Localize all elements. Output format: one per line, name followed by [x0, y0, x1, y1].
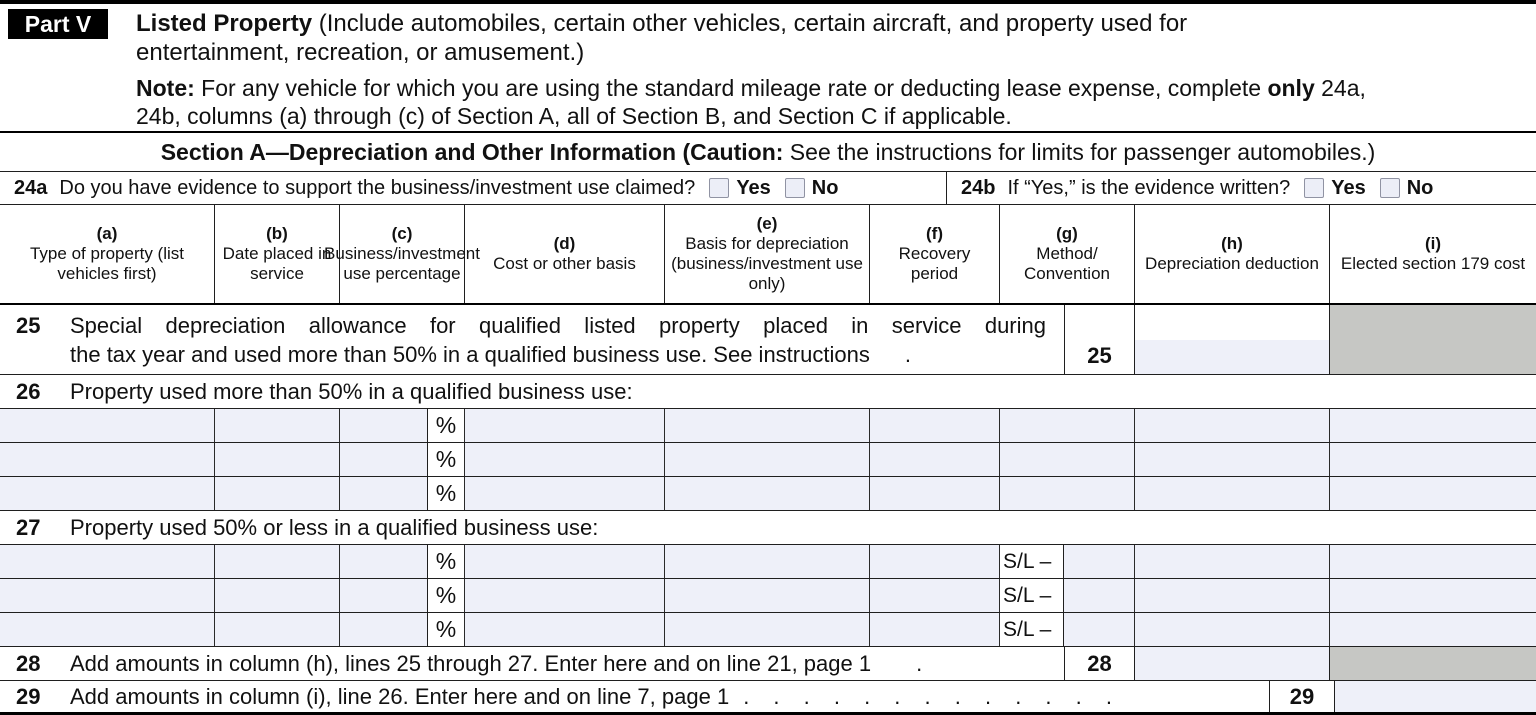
- cell-date-placed[interactable]: [215, 477, 340, 510]
- question-24a-text: Do you have evidence to support the business/investment use claimed?: [59, 176, 696, 199]
- cell-depreciation-basis[interactable]: [665, 409, 870, 442]
- line-26-label-row: [0, 375, 1536, 409]
- part-title: [136, 9, 1526, 67]
- cell-section-179-cost[interactable]: [1330, 443, 1536, 476]
- line-26-entry-row: [0, 443, 1536, 477]
- cell-recovery-period[interactable]: [870, 477, 1000, 510]
- cell-recovery-period[interactable]: [870, 443, 1000, 476]
- line-number-26: 26: [16, 378, 41, 404]
- cell-method-convention[interactable]: [1000, 443, 1135, 476]
- percent-sign: %: [427, 477, 464, 510]
- cell-cost-basis[interactable]: [465, 443, 665, 476]
- line-29-dot-leaders: . . . . . . . . . . . . .: [743, 683, 1121, 709]
- column-label-h: Depreciation deduction: [1145, 254, 1319, 273]
- line-number-25: 25: [16, 313, 41, 338]
- 24a-no-label: No: [811, 176, 839, 199]
- column-label-f: Recovery period: [898, 244, 971, 283]
- line-25-blocked-cell: [1330, 305, 1536, 374]
- cell-date-placed[interactable]: [215, 613, 340, 646]
- column-header-depreciation-basis: [665, 205, 870, 303]
- cell-depreciation-basis[interactable]: [665, 443, 870, 476]
- line-number-29: 29: [16, 683, 41, 709]
- cell-recovery-period[interactable]: [870, 545, 1000, 578]
- cell-date-placed[interactable]: [215, 409, 340, 442]
- cell-method-convention[interactable]: [1000, 613, 1135, 646]
- line-25-number-box: 25: [1065, 305, 1135, 374]
- part-title-line2: entertainment, recreation, or amusement.): [136, 39, 585, 66]
- line-25-text: [0, 305, 1065, 374]
- question-24a: [0, 172, 947, 204]
- column-letter-a: (a): [96, 224, 118, 243]
- line-27-label: Property used 50% or less in a qualified business use:: [70, 514, 599, 540]
- 24b-yes-label: Yes: [1331, 176, 1366, 199]
- cell-cost-basis[interactable]: [465, 579, 665, 612]
- line-number-28: 28: [16, 650, 41, 676]
- line-25-col-h-input[interactable]: [1135, 305, 1330, 374]
- line-27-entry-row: [0, 613, 1536, 647]
- cell-method-convention[interactable]: [1000, 545, 1135, 578]
- cell-depreciation-basis[interactable]: [665, 477, 870, 510]
- cell-method-convention[interactable]: [1000, 409, 1135, 442]
- cell-date-placed[interactable]: [215, 579, 340, 612]
- line-26-entry-row: [0, 409, 1536, 443]
- column-header-cost-basis: [465, 205, 665, 303]
- section-a-heading: [0, 133, 1536, 172]
- line-28-col-h-input[interactable]: [1135, 647, 1330, 680]
- 24b-no-label: No: [1406, 176, 1434, 199]
- column-header-row: [0, 205, 1536, 305]
- cell-section-179-cost[interactable]: [1330, 409, 1536, 442]
- sl-method-label: S/L –: [1000, 579, 1064, 612]
- note-only-bold: only: [1267, 75, 1315, 101]
- column-label-d: Cost or other basis: [493, 254, 636, 273]
- column-letter-c: (c): [391, 224, 413, 243]
- note-label: Note:: [136, 75, 195, 101]
- part-note: [136, 74, 1526, 130]
- sl-method-label: S/L –: [1000, 545, 1064, 578]
- column-letter-b: (b): [266, 224, 288, 243]
- blocked-cell: [1330, 613, 1536, 646]
- section-a-heading-rest: See the instructions for limits for passenger automobiles.): [783, 138, 1376, 165]
- cell-cost-basis[interactable]: [465, 545, 665, 578]
- cell-business-use-pct[interactable]: [340, 443, 465, 476]
- cell-depreciation-basis[interactable]: [665, 545, 870, 578]
- section-a-heading-bold: Section A—Depreciation and Other Information (Caution:: [160, 138, 784, 165]
- column-header-date-placed: [215, 205, 340, 303]
- column-label-g: Method/ Convention: [1023, 244, 1110, 283]
- percent-sign: %: [427, 613, 464, 646]
- cell-depreciation-basis[interactable]: [665, 613, 870, 646]
- percent-sign: %: [427, 409, 464, 442]
- line-28-row: [0, 647, 1536, 681]
- cell-depreciation-deduction[interactable]: [1135, 443, 1330, 476]
- line-28-dot-leader: .: [916, 650, 923, 676]
- percent-sign: %: [427, 443, 464, 476]
- line-29-text-cell: [0, 681, 1270, 712]
- line-27-entry-row: [0, 579, 1536, 613]
- column-letter-h: (h): [1221, 234, 1243, 253]
- column-letter-g: (g): [1056, 224, 1078, 243]
- 24b-no-checkbox[interactable]: [1380, 178, 1400, 198]
- 24a-no-checkbox[interactable]: [785, 178, 805, 198]
- line-25-row: [0, 305, 1536, 375]
- question-24b-text: If “Yes,” is the evidence written?: [1007, 176, 1291, 199]
- column-header-type-of-property: [0, 205, 215, 303]
- line-25-text-line1: Special depreciation allowance for qualified listed property placed in service during: [70, 313, 1046, 338]
- cell-recovery-period[interactable]: [870, 409, 1000, 442]
- line-26-entry-row: [0, 477, 1536, 511]
- part-header: [0, 4, 1536, 133]
- part-title-block: [136, 9, 1526, 131]
- column-letter-e: (e): [756, 214, 778, 233]
- line-29-text: Add amounts in column (i), line 26. Enter here and on line 7, page 1: [70, 683, 730, 709]
- column-header-recovery-period: [870, 205, 1000, 303]
- cell-type-of-property[interactable]: [0, 443, 215, 476]
- cell-business-use-pct[interactable]: [340, 477, 465, 510]
- line-28-blocked-cell: [1330, 647, 1536, 680]
- cell-date-placed[interactable]: [215, 443, 340, 476]
- cell-depreciation-basis[interactable]: [665, 579, 870, 612]
- column-label-e: Basis for depreciation (business/investment use only): [671, 234, 863, 293]
- cell-depreciation-deduction[interactable]: [1135, 545, 1330, 578]
- blocked-cell: [1330, 579, 1536, 612]
- part-title-bold: Listed Property: [136, 10, 313, 37]
- line-28-number-box: 28: [1065, 647, 1135, 680]
- column-label-a: Type of property (list vehicles first): [29, 244, 184, 283]
- note-line2: 24b, columns (a) through (c) of Section A, all of Section B, and Section C if applicable.: [136, 103, 1012, 129]
- cell-type-of-property[interactable]: [0, 613, 215, 646]
- column-letter-d: (d): [553, 234, 576, 253]
- line-27-entry-row: [0, 545, 1536, 579]
- line-26-label: Property used more than 50% in a qualified business use:: [70, 378, 633, 404]
- 24b-yes-checkbox[interactable]: [1304, 178, 1324, 198]
- cell-depreciation-deduction[interactable]: [1135, 579, 1330, 612]
- line-29-col-i-input[interactable]: [1335, 681, 1536, 712]
- percent-sign: %: [427, 579, 464, 612]
- line-25-input-field[interactable]: [1135, 340, 1329, 374]
- line-28-text-cell: [0, 647, 1065, 680]
- cell-type-of-property[interactable]: [0, 409, 215, 442]
- line-29-row: [0, 681, 1536, 712]
- column-header-depreciation-deduction: [1135, 205, 1330, 303]
- column-header-method-convention: [1000, 205, 1135, 303]
- cell-type-of-property[interactable]: [0, 545, 215, 578]
- column-label-b: Date placed in service: [222, 244, 332, 283]
- cell-business-use-pct[interactable]: [340, 579, 465, 612]
- line-29-number-box: 29: [1270, 681, 1335, 712]
- cell-depreciation-deduction[interactable]: [1135, 613, 1330, 646]
- percent-sign: %: [427, 545, 464, 578]
- column-label-i: Elected section 179 cost: [1340, 254, 1526, 273]
- blocked-cell: [1330, 545, 1536, 578]
- line-number-27: 27: [16, 514, 41, 540]
- cell-section-179-cost[interactable]: [1330, 477, 1536, 510]
- column-header-section-179-cost: [1330, 205, 1536, 303]
- line-28-text: Add amounts in column (h), lines 25 through 27. Enter here and on line 21, page 1: [70, 650, 872, 676]
- 24a-yes-label: Yes: [736, 176, 771, 199]
- column-header-business-use-pct: [324, 205, 480, 303]
- part-title-rest: (Include automobiles, certain other vehicles, certain aircraft, and property used for: [318, 10, 1188, 37]
- row-24: [0, 172, 1536, 205]
- line-number-24b: 24b: [961, 176, 996, 199]
- cell-cost-basis[interactable]: [465, 409, 665, 442]
- note-text-2: 24a,: [1321, 75, 1366, 101]
- cell-recovery-period[interactable]: [870, 579, 1000, 612]
- cell-method-convention[interactable]: [1000, 477, 1135, 510]
- sl-method-label: S/L –: [1000, 613, 1064, 646]
- question-24b: [947, 172, 1536, 204]
- cell-type-of-property[interactable]: [0, 477, 215, 510]
- 24a-yes-checkbox[interactable]: [709, 178, 729, 198]
- cell-type-of-property[interactable]: [0, 579, 215, 612]
- column-letter-f: (f): [926, 224, 943, 243]
- cell-method-convention[interactable]: [1000, 579, 1135, 612]
- line-27-label-row: [0, 511, 1536, 545]
- line-25-dot-leader: .: [904, 342, 911, 367]
- column-label-c: Business/investment use percentage: [324, 244, 480, 283]
- cell-business-use-pct[interactable]: [340, 409, 465, 442]
- cell-cost-basis[interactable]: [465, 477, 665, 510]
- column-letter-i: (i): [1424, 234, 1442, 253]
- cell-depreciation-deduction[interactable]: [1135, 409, 1330, 442]
- line-25-text-line2: the tax year and used more than 50% in a qualified business use. See instructions: [70, 342, 870, 367]
- line-number-24a: 24a: [14, 176, 48, 199]
- part-v-badge: Part V: [8, 9, 108, 39]
- cell-business-use-pct[interactable]: [340, 545, 465, 578]
- cell-business-use-pct[interactable]: [340, 613, 465, 646]
- note-text-1: For any vehicle for which you are using the standard mileage rate or deducting lease expense, complete: [201, 75, 1262, 101]
- cell-cost-basis[interactable]: [465, 613, 665, 646]
- cell-depreciation-deduction[interactable]: [1135, 477, 1330, 510]
- cell-date-placed[interactable]: [215, 545, 340, 578]
- cell-recovery-period[interactable]: [870, 613, 1000, 646]
